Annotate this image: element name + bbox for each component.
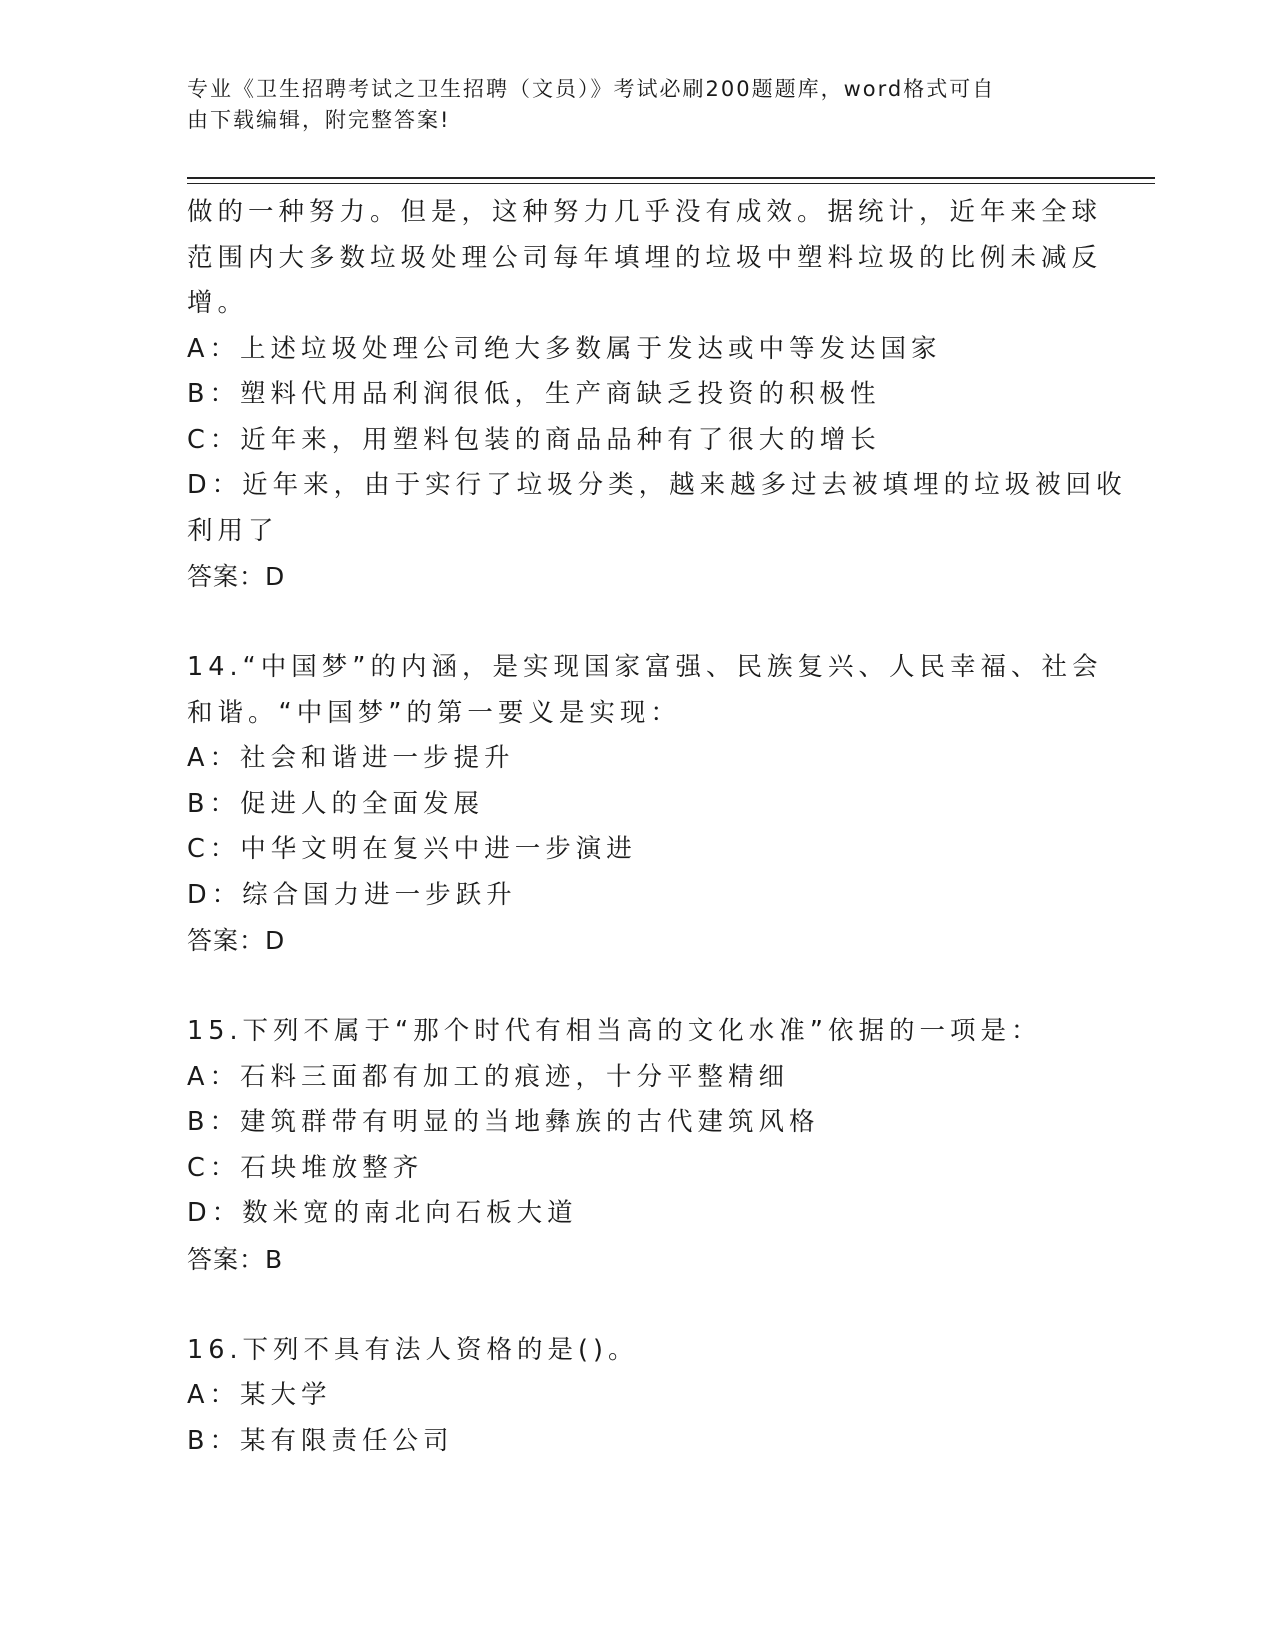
question-14	[187, 645, 1103, 964]
header-line-1: 专业《卫生招聘考试之卫生招聘（文员）》考试必刷200题题库，word格式可自	[187, 77, 996, 101]
option-d: D：综合国力进一步跃升	[187, 879, 517, 910]
question-stem-line: 14.“中国梦”的内涵，是实现国家富强、民族复兴、人民幸福、社会	[187, 652, 1103, 682]
option-c: C：近年来，用塑料包装的商品品种有了很大的增长	[187, 424, 881, 455]
spacer	[187, 964, 1077, 1010]
option-a: A：某大学	[187, 1380, 332, 1410]
spacer	[187, 600, 1077, 646]
header-rule-thin	[187, 183, 1155, 184]
question-stem-line: 范围内大多数垃圾处理公司每年填埋的垃圾中塑料垃圾的比例未减反	[187, 242, 1103, 273]
option-d: D：数米宽的南北向石板大道	[187, 1198, 578, 1228]
question-stem-line: 和谐。“中国梦”的第一要义是实现：	[187, 697, 681, 728]
question-16	[187, 1328, 1077, 1465]
answer-line: 答案：D	[187, 562, 286, 591]
question-15	[187, 1009, 1077, 1282]
question-stem-line: 15.下列不属于“那个时代有相当高的文化水准”依据的一项是：	[187, 1016, 1042, 1046]
option-d-continued: 利用了	[187, 515, 279, 546]
question-13	[187, 190, 1127, 600]
option-b: B：塑料代用品利润很低，生产商缺乏投资的积极性	[187, 379, 881, 409]
question-stem-line: 16.下列不具有法人资格的是()。	[187, 1334, 639, 1365]
option-c: C：石块堆放整齐	[187, 1152, 424, 1183]
option-a: A：石料三面都有加工的痕迹，十分平整精细	[187, 1061, 789, 1092]
option-a: A：上述垃圾处理公司绝大多数属于发达或中等发达国家	[187, 333, 942, 364]
header-line-2: 由下载编辑，附完整答案!	[187, 108, 451, 132]
option-b: B：促进人的全面发展	[187, 788, 484, 819]
option-d: D：近年来，由于实行了垃圾分类，越来越多过去被填埋的垃圾被回收	[187, 470, 1127, 500]
option-b: B：建筑群带有明显的当地彝族的古代建筑风格	[187, 1107, 820, 1137]
option-b: B：某有限责任公司	[187, 1425, 454, 1456]
question-content	[187, 190, 1127, 1464]
option-c: C：中华文明在复兴中进一步演进	[187, 834, 637, 864]
header-rule-thick	[187, 177, 1155, 179]
question-stem-line: 做的一种努力。但是，这种努力几乎没有成效。据统计，近年来全球	[187, 197, 1103, 227]
answer-line: 答案：D	[187, 926, 286, 955]
question-stem-line: 增。	[187, 288, 249, 318]
answer-line: 答案：B	[187, 1244, 284, 1274]
spacer	[187, 1282, 1077, 1328]
document-header	[187, 74, 1067, 136]
option-a: A：社会和谐进一步提升	[187, 743, 515, 773]
